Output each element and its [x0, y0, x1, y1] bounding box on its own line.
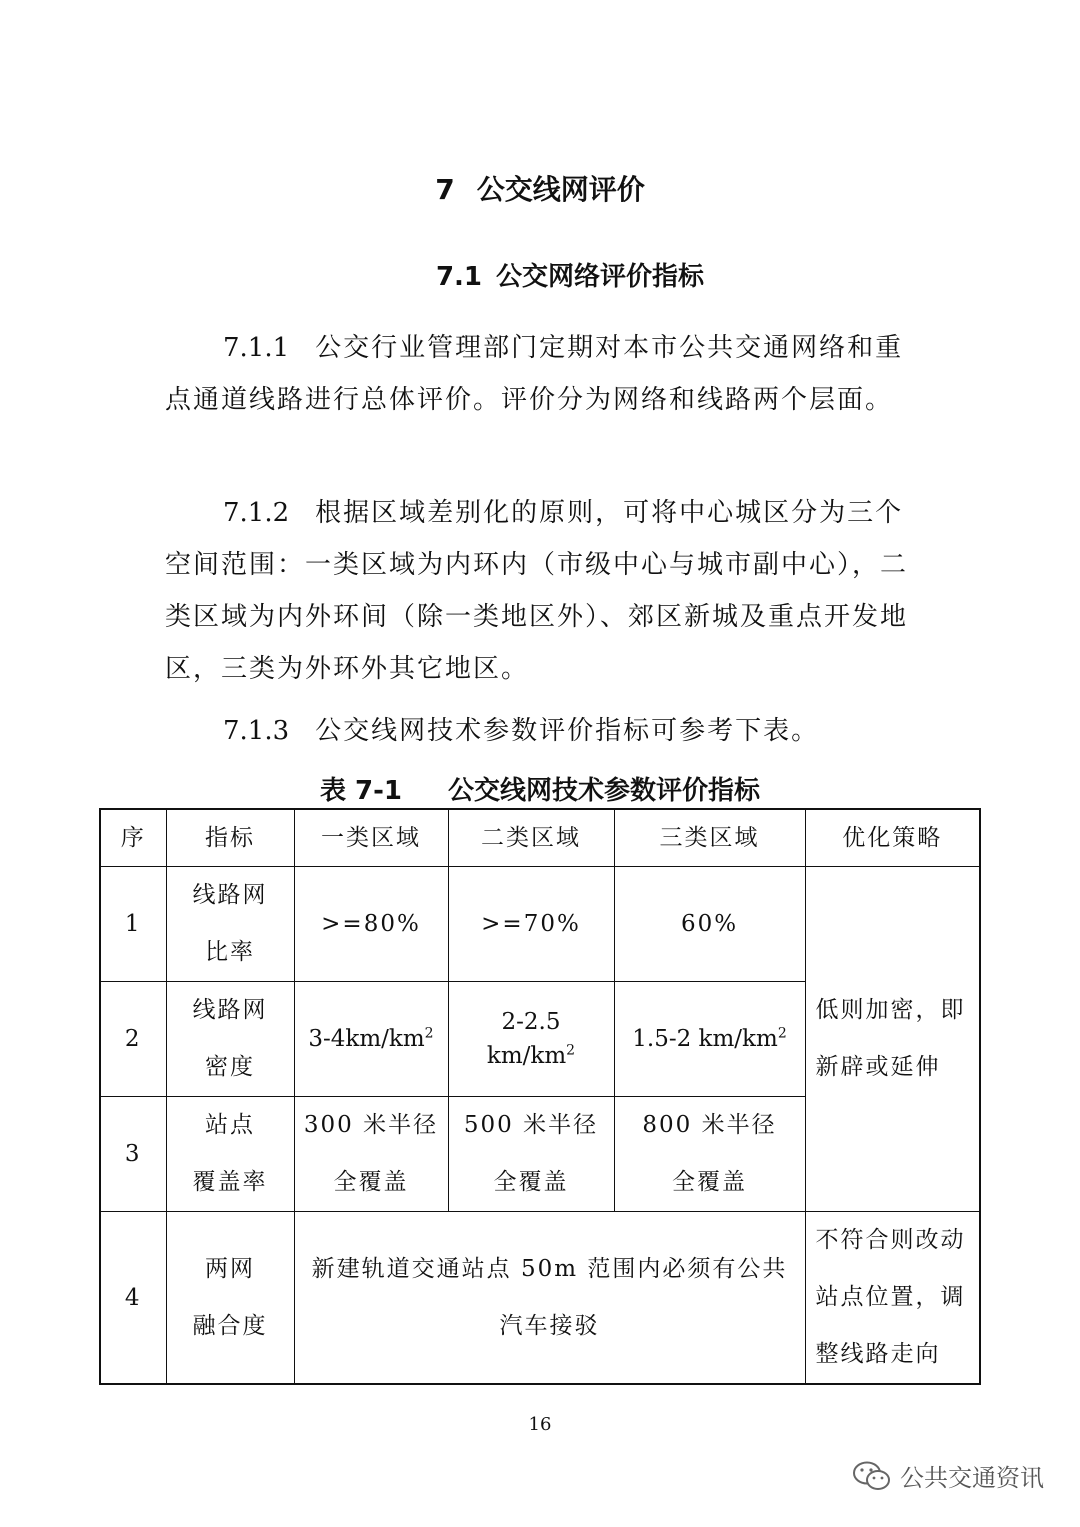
- section-heading: [0, 256, 1080, 293]
- indicator-line: 比率: [205, 939, 255, 965]
- wechat-icon: [852, 1460, 892, 1492]
- zone-line: 800 米半径: [642, 1112, 777, 1138]
- indicator-line: 密度: [205, 1054, 255, 1080]
- header-cell: 序: [100, 809, 166, 867]
- strategy-cell: 不符合则改动站点位置，调整线路走向: [805, 1212, 980, 1385]
- chapter-heading: [0, 168, 1080, 208]
- indicator-cell: [166, 867, 294, 982]
- paragraph-number: 7.1.1: [223, 333, 290, 363]
- seq-cell: 1: [100, 867, 166, 982]
- indicator-line: 线路网: [192, 997, 268, 1023]
- zone3-cell: [614, 982, 805, 1097]
- indicator-line: 站点: [205, 1112, 255, 1138]
- strategy-cell: 低则加密，即新辟或延伸: [805, 867, 980, 1212]
- zone2-cell: >=70%: [448, 867, 614, 982]
- zone1-cell: [294, 982, 448, 1097]
- zone-line: 500 米半径: [463, 1112, 599, 1138]
- superscript: 2: [424, 1025, 434, 1042]
- page-number: 16: [528, 1414, 552, 1435]
- indicator-line: 覆盖率: [192, 1169, 268, 1195]
- paragraph-7-1-2: [165, 487, 920, 695]
- table-caption-title: 公交线网技术参数评价指标: [448, 776, 761, 806]
- table-caption: [0, 770, 1080, 807]
- zone2-cell: [448, 1097, 614, 1212]
- zone2-cell: [448, 982, 614, 1097]
- header-cell: 三类区域: [614, 809, 805, 867]
- paragraph-7-1-3: [165, 705, 920, 757]
- table-row: [100, 1212, 980, 1385]
- zone1-cell: [294, 1097, 448, 1212]
- zone-line: 全覆盖: [333, 1169, 409, 1195]
- table-header-row: [100, 809, 980, 867]
- evaluation-table: [99, 808, 981, 1385]
- watermark: [852, 1458, 1044, 1493]
- zone3-value: 1.5-2 km/km: [632, 1026, 778, 1052]
- zone2-value: 2-2.5 km/km: [486, 1009, 567, 1069]
- header-cell: 优化策略: [805, 809, 980, 867]
- chapter-title: 公交线网评价: [476, 173, 645, 206]
- header-cell: 一类区域: [294, 809, 448, 867]
- indicator-cell: [166, 982, 294, 1097]
- paragraph-number: 7.1.2: [223, 498, 290, 528]
- seq-cell: 4: [100, 1212, 166, 1385]
- merged-zone-cell: 新建轨道交通站点 50m 范围内必须有公共汽车接驳: [294, 1212, 805, 1385]
- paragraph-number: 7.1.3: [223, 716, 290, 746]
- indicator-line: 两网: [205, 1255, 255, 1282]
- section-number: 7.1: [435, 262, 483, 292]
- indicator-cell: [166, 1212, 294, 1385]
- zone-line: 全覆盖: [672, 1169, 747, 1195]
- indicator-cell: [166, 1097, 294, 1212]
- table-row: [100, 867, 980, 982]
- zone3-cell: 60%: [614, 867, 805, 982]
- superscript: 2: [566, 1042, 576, 1059]
- zone1-value: 3-4km/km: [308, 1026, 425, 1052]
- paragraph-text: 公交线网技术参数评价指标可参考下表。: [315, 716, 820, 746]
- indicator-line: 融合度: [192, 1312, 268, 1339]
- seq-cell: 2: [100, 982, 166, 1097]
- header-cell: 二类区域: [448, 809, 614, 867]
- paragraph-7-1-1: [165, 322, 920, 426]
- zone-line: 300 米半径: [303, 1112, 439, 1138]
- paragraph-text: 根据区域差别化的原则，可将中心城区分为三个空间范围：一类区域为内环内（市级中心与城市副中心），二类区域为内外环间（除一类地区外）、郊区新城及重点开发地区，三类为外环外其它地区。: [165, 498, 909, 684]
- table-caption-number: 表 7-1: [319, 776, 402, 806]
- header-cell: 指标: [166, 809, 294, 867]
- indicator-line: 线路网: [192, 882, 268, 908]
- section-title: 公交网络评价指标: [496, 262, 705, 292]
- chapter-number: 7: [435, 173, 455, 206]
- paragraph-text: 公交行业管理部门定期对本市公共交通网络和重点通道线路进行总体评价。评价分为网络和线路两个层面。: [165, 333, 904, 415]
- seq-cell: 3: [100, 1097, 166, 1212]
- superscript: 2: [777, 1025, 787, 1042]
- watermark-text: 公共交通资讯: [900, 1464, 1044, 1492]
- zone1-cell: >=80%: [294, 867, 448, 982]
- zone-line: 全覆盖: [493, 1169, 569, 1195]
- zone3-cell: [614, 1097, 805, 1212]
